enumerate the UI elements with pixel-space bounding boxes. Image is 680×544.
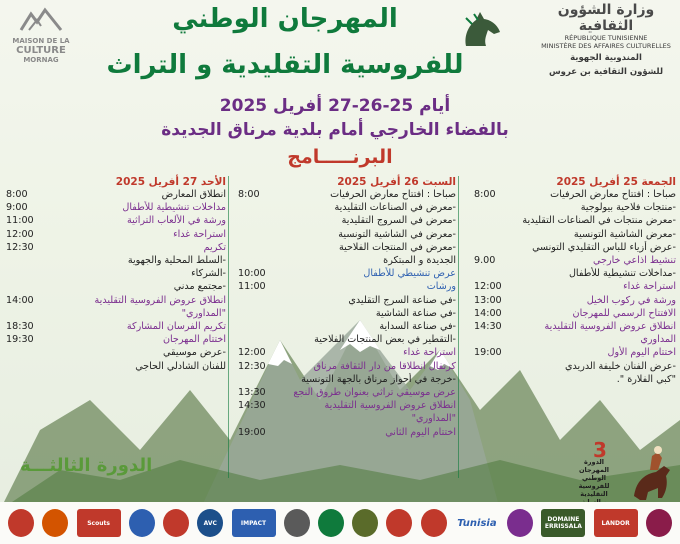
- schedule-activity: "كبي الفلارة ".: [616, 373, 676, 385]
- schedule-row: [474, 333, 676, 346]
- schedule-list: [238, 188, 456, 439]
- badge-line-2: المهرجان الوطني: [578, 466, 610, 482]
- schedule-activity: -في صناعة السرج التقليدي: [348, 294, 456, 306]
- schedule-activity: استراحة غداء: [173, 228, 226, 240]
- schedule-activity: -السلط المحلية والجهوية: [127, 255, 226, 267]
- schedule-activity: اختتام اليوم الثاني: [385, 426, 456, 438]
- logo-line-1: MAISON DE LA: [12, 37, 70, 45]
- day-title: الجمعة 25 أفريل 2025: [556, 176, 676, 188]
- schedule-activity: -عرض موسيقي: [162, 347, 226, 359]
- schedule-activity: انطلاق المعارض: [161, 189, 226, 200]
- sponsor-logo: DOMAINE ERRISSALA: [541, 509, 585, 537]
- schedule-activity: اختتام اليوم الأول: [607, 347, 676, 359]
- schedule-row: [6, 228, 226, 241]
- schedule-row: [238, 201, 456, 214]
- regional-line-2: للشؤون الثقافية بن عروس: [548, 67, 664, 77]
- schedule-activity: -معرض في السروج التقليدية: [341, 215, 456, 227]
- schedule-row: [238, 346, 456, 359]
- schedule-time: 13:30: [238, 387, 266, 399]
- schedule-row: [238, 333, 456, 346]
- sponsor-logo: IMPACT: [232, 509, 276, 537]
- schedule-activity: -في صناعة الشاشية: [375, 307, 456, 319]
- schedule-row: [474, 320, 676, 333]
- schedule-time: 10:00: [238, 268, 266, 280]
- schedule-row: [238, 426, 456, 439]
- schedule-list: [6, 188, 226, 373]
- schedule-time: 19:00: [474, 347, 502, 359]
- column-divider: [228, 176, 229, 478]
- schedule-activity: للفنان الشادلي الحاجي: [135, 360, 226, 372]
- schedule-row: [474, 360, 676, 373]
- schedule-activity: ورشة في الألعاب التراثية: [127, 215, 226, 227]
- schedule-row: [6, 320, 226, 333]
- schedule-row: [238, 214, 456, 227]
- schedule-activity: -عرض أزياء للباس التقليدي التونسي: [532, 241, 676, 253]
- ministry-block: [536, 2, 676, 78]
- sponsor-logo: AVC: [197, 509, 223, 537]
- schedule-activity: -في صناعة السداية: [379, 321, 456, 333]
- schedule-row: [238, 254, 456, 267]
- day-column-saturday: [238, 176, 456, 439]
- schedule-row: [238, 360, 456, 373]
- schedule-time: 14:30: [238, 400, 266, 412]
- schedule-row: [474, 346, 676, 359]
- ministry-french: MINISTÈRE DES AFFAIRES CULTURELLES: [541, 42, 671, 50]
- sponsor-logo: Scouts: [77, 509, 121, 537]
- schedule-row: [238, 228, 456, 241]
- sponsor-logo: [284, 509, 310, 537]
- republic-french: RÉPUBLIQUE TUNISIENNE: [564, 34, 648, 42]
- sponsor-logo: [386, 509, 412, 537]
- schedule-row: [474, 214, 676, 227]
- schedule-time: 11:00: [238, 281, 266, 293]
- schedule-activity: المداوري: [640, 334, 676, 346]
- title-line-2: للفروسية التقليدية و التراث: [106, 50, 464, 80]
- title-line-1: المهرجان الوطني: [172, 4, 398, 34]
- mountain-logo-icon: [19, 6, 63, 32]
- schedule-activity: ورشة في ركوب الخيل: [586, 294, 676, 306]
- schedule-time: 14:00: [474, 307, 502, 319]
- logo-line-2: CULTURE: [16, 45, 66, 56]
- schedule-row: [474, 241, 676, 254]
- schedule-activity: صباحا : افتتاح معارض الحرفيات: [330, 189, 456, 200]
- schedule-time: 12:00: [238, 347, 266, 359]
- schedule-activity: -الشركاء: [191, 268, 226, 280]
- schedule-activity: -معرض في المنتجات الفلاحية: [338, 241, 456, 253]
- schedule-row: [238, 188, 456, 201]
- schedule-time: 9.00: [474, 255, 496, 267]
- schedule-activity: مداخلات تنشيطية للأطفال: [122, 202, 226, 214]
- schedule-row: [238, 386, 456, 399]
- schedule-activity: -خرجة في أحواز مرناق بالجهة التونسية: [301, 373, 456, 385]
- sponsor-logo: [8, 509, 34, 537]
- sponsor-logo: LANDOR: [594, 509, 638, 537]
- schedule-activity: تكريم: [203, 241, 226, 253]
- schedule-row: [6, 280, 226, 293]
- schedule-row: [474, 201, 676, 214]
- schedule-row: [238, 307, 456, 320]
- schedule-time: 18:30: [6, 321, 34, 333]
- sponsor-logo: [318, 509, 344, 537]
- program-heading: البرنـــــامج: [287, 146, 393, 168]
- schedule-time: 14:00: [6, 294, 34, 306]
- festival-dates: أيام 25-26-27 أفريل 2025: [219, 96, 451, 116]
- sponsor-logo: [42, 509, 68, 537]
- schedule-activity: "المداوري": [411, 413, 456, 425]
- schedule-row: [6, 214, 226, 227]
- schedule-time: 12:30: [238, 360, 266, 372]
- horse-head-icon: [458, 10, 504, 50]
- schedule-time: 13:00: [474, 294, 502, 306]
- sponsor-logo: [646, 509, 672, 537]
- schedule-activity: انطلاق عروض الفروسية التقليدية: [94, 294, 226, 306]
- schedule-row: [238, 399, 456, 412]
- schedule-row: [6, 254, 226, 267]
- schedule-time: 11:00: [6, 215, 34, 227]
- schedule-row: [474, 373, 676, 386]
- sponsor-strip: [0, 502, 680, 544]
- edition-label: الدورة الثالثـــة: [20, 455, 153, 476]
- day-column-friday: [474, 176, 676, 386]
- schedule-row: [238, 241, 456, 254]
- schedule-activity: انطلاق عروض الفروسية التقليدية: [544, 321, 676, 333]
- schedule-activity: -منتجات فلاحية بيولوجية: [580, 202, 676, 214]
- schedule-activity: -معرض في الصناعات التقليدية: [334, 202, 456, 214]
- ministry-arabic: وزارة الشؤون الثقافية: [557, 2, 655, 34]
- schedule-row: [474, 294, 676, 307]
- schedule-activity: -معرض منتجات في الصناعات التقليدية: [522, 215, 676, 227]
- badge-number: 3: [593, 438, 607, 462]
- schedule-time: 8:00: [474, 189, 496, 200]
- sponsor-logo: [507, 509, 533, 537]
- schedule-row: [6, 294, 226, 307]
- schedule-row: [238, 280, 456, 293]
- day-title: الأحد 27 أفريل 2025: [115, 176, 226, 188]
- day-title: السبت 26 أفريل 2025: [337, 176, 456, 188]
- schedule-activity: عرض موسيقي تراثي بعنوان طروق النجع: [293, 387, 456, 399]
- schedule-row: [6, 333, 226, 346]
- sponsor-logo: [129, 509, 155, 537]
- schedule-activity: الجديدة و المبتكرة: [383, 255, 456, 267]
- schedule-row: [474, 188, 676, 201]
- schedule-activity: تكريم الفرسان المشاركة: [126, 321, 226, 333]
- schedule-row: [238, 267, 456, 280]
- badge-line-3: للفروسية التقليدية: [578, 482, 610, 498]
- schedule-row: [474, 280, 676, 293]
- schedule-activity: تنشيط اذاعي خارجي: [593, 255, 676, 267]
- sponsor-logo: [421, 509, 447, 537]
- logo-line-3: MORNAG: [23, 56, 59, 64]
- schedule-activity: استراحة غداء: [623, 281, 676, 293]
- day-column-sunday: [6, 176, 226, 373]
- schedule-activity: -مجتمع مدني: [173, 281, 226, 293]
- badge-text: [568, 458, 620, 506]
- festival-venue: بالفضاء الخارجي أمام بلدية مرناق الجديدة: [161, 120, 509, 140]
- schedule-time: 19:30: [6, 334, 34, 346]
- schedule-row: [474, 307, 676, 320]
- schedule-activity: -معرض في الشاشية التونسية: [338, 228, 456, 240]
- schedule-time: 8:00: [238, 189, 260, 200]
- sponsor-logo: [163, 509, 189, 537]
- schedule-activity: -مداخلات تنشيطية للأطفال: [568, 268, 676, 280]
- schedule-activity: ورشات: [426, 281, 456, 293]
- schedule-time: 8:00: [6, 189, 28, 200]
- schedule-row: [6, 360, 226, 373]
- schedule-time: 19:00: [238, 426, 266, 438]
- badge-line-1: الدورة: [583, 458, 605, 466]
- schedule-row: [6, 201, 226, 214]
- schedule-time: 12:00: [6, 228, 34, 240]
- schedule-activity: -معرض الشاشية التونسية: [573, 228, 676, 240]
- sponsor-logo: [352, 509, 378, 537]
- schedule-activity: عرض تنشيطي للأطفال: [363, 268, 456, 280]
- schedule-row: [6, 267, 226, 280]
- schedule-row: [474, 267, 676, 280]
- schedule-row: [6, 346, 226, 359]
- schedule-row: [6, 188, 226, 201]
- schedule-row: [474, 254, 676, 267]
- maison-culture-logo: [6, 6, 76, 66]
- schedule-time: 14:30: [474, 321, 502, 333]
- schedule-activity: -التقطير في بعض المنتجات الفلاحية: [314, 334, 456, 346]
- schedule-row: [238, 294, 456, 307]
- schedule-activity: استراحة غداء: [403, 347, 456, 359]
- schedule-time: 9:00: [6, 202, 28, 214]
- schedule-activity: صباحا : افتتاح معارض الحرفيات: [550, 189, 676, 200]
- schedule-list: [474, 188, 676, 386]
- schedule-activity: الافتتاح الرسمي للمهرجان: [572, 307, 676, 319]
- schedule-time: 12:30: [6, 241, 34, 253]
- schedule-activity: -عرض الفنان خليفة الدريدي: [564, 360, 676, 372]
- sponsor-logo: Tunisia: [457, 517, 497, 529]
- schedule-row: [238, 320, 456, 333]
- schedule-activity: انطلاق عروض الفروسية التقليدية: [324, 400, 456, 412]
- schedule-activity: كرنفال انطلاقا من دار الثقافة مرناق: [313, 360, 456, 372]
- schedule-row: [6, 307, 226, 320]
- schedule-row: [6, 241, 226, 254]
- schedule-row: [474, 228, 676, 241]
- regional-line-1: المندوبية الجهوية: [570, 53, 642, 63]
- schedule-time: 12:00: [474, 281, 502, 293]
- schedule-activity: اختتام المهرجان: [162, 334, 226, 346]
- schedule-row: [238, 373, 456, 386]
- column-divider: [458, 176, 459, 478]
- schedule-row: [238, 412, 456, 425]
- schedule-activity: "المداوري": [181, 307, 226, 319]
